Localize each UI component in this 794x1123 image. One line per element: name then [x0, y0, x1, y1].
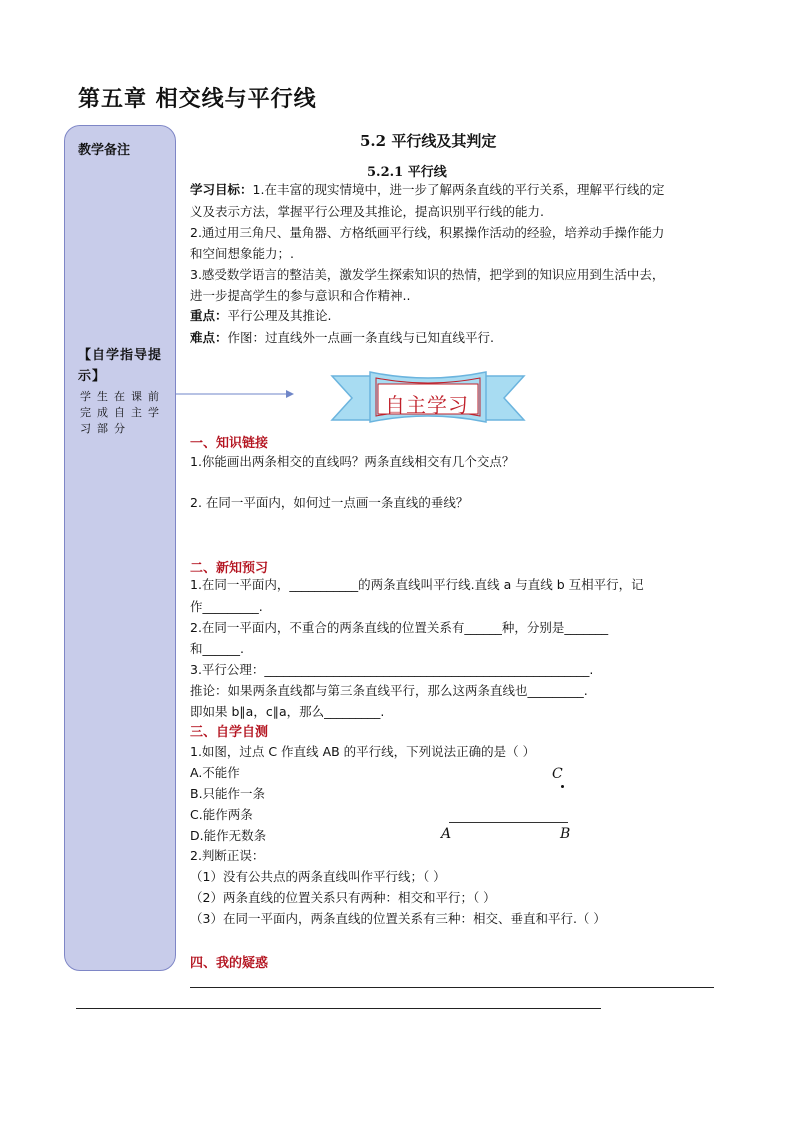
judge-2: （2）两条直线的位置关系只有两种：相交和平行；（ ） — [190, 890, 496, 905]
goals-line-5: 3.感受数学语言的整洁美，激发学生探索知识的热情，把学到的知识应用到生活中去， — [190, 267, 665, 282]
goals-text-1: 1.在丰富的现实情境中，进一步了解两条直线的平行关系，理解平行线的定 — [252, 182, 665, 197]
point-b-label: B — [560, 826, 571, 842]
self-study-hint-title: 【自学指导提示】 — [78, 348, 163, 384]
banner-text: 自主学习 — [385, 393, 469, 417]
teaching-notes-sidebar — [64, 125, 176, 971]
goals-label: 学习目标： — [190, 182, 253, 197]
chapter-title: 第五章 相交线与平行线 — [78, 86, 317, 112]
part2-line-1: 1.在同一平面内，___________的两条直线叫平行线.直线 a 与直线 b 互相平行，记 — [190, 577, 644, 592]
part2-line-2: 作_________. — [190, 599, 263, 614]
goals-line-3: 2.通过用三角尺、量角器、方格纸画平行线，积累操作活动的经验，培养动手操作能力 — [190, 225, 665, 240]
sidebar-heading: 教学备注 — [78, 143, 131, 158]
goals-line-4: 和空间想象能力；. — [190, 246, 294, 261]
part3-heading: 三、自学自测 — [190, 725, 269, 740]
point-c-dot — [561, 785, 564, 788]
difficulty-label: 难点： — [190, 330, 228, 345]
subsection-title: 5.2.1 平行线 — [367, 165, 447, 180]
part1-question-1: 1.你能画出两条相交的直线吗？两条直线相交有几个交点？ — [190, 454, 515, 469]
line-ab — [449, 822, 568, 823]
option-b: B.只能作一条 — [190, 786, 266, 801]
option-d: D.能作无数条 — [190, 828, 267, 843]
part3-question-2: 2.判断正误： — [190, 848, 265, 863]
arrow-connector — [176, 387, 296, 401]
section-title: 5.2 平行线及其判定 — [360, 132, 497, 150]
part2-line-7: 即如果 b∥a，c∥a，那么_________. — [190, 704, 385, 719]
key-point-text: 平行公理及其推论. — [227, 308, 332, 323]
goals-line-2: 义及表示方法，掌握平行公理及其推论，提高识别平行线的能力. — [190, 204, 544, 219]
part2-line-6: 推论：如果两条直线都与第三条直线平行，那么这两条直线也_________. — [190, 683, 588, 698]
answer-line-2 — [76, 1008, 601, 1009]
point-a-label: A — [441, 826, 452, 842]
point-c-label: C — [552, 766, 563, 782]
difficulty — [190, 328, 494, 348]
self-study-hint-body: 学生在课前完成自主学习部分 — [80, 390, 165, 435]
key-point — [190, 306, 332, 326]
part1-heading: 一、知识链接 — [190, 436, 269, 451]
answer-line-1 — [190, 987, 714, 988]
difficulty-text: 作图：过直线外一点画一条直线与已知直线平行. — [227, 330, 494, 345]
judge-1: （1）没有公共点的两条直线叫作平行线；（ ） — [190, 869, 446, 884]
option-c: C.能作两条 — [190, 807, 253, 822]
part2-line-3: 2.在同一平面内，不重合的两条直线的位置关系有______种，分别是_______ — [190, 620, 609, 635]
part1-question-2: 2. 在同一平面内，如何过一点画一条直线的垂线？ — [190, 495, 469, 510]
part4-heading: 四、我的疑惑 — [190, 956, 269, 971]
key-point-label: 重点： — [190, 308, 228, 323]
goals-line-6: 进一步提高学生的参与意识和合作精神.. — [190, 288, 411, 303]
option-a: A.不能作 — [190, 765, 240, 780]
part2-line-4: 和______. — [190, 641, 244, 656]
part2-line-5: 3.平行公理：____________________________________________________. — [190, 662, 594, 677]
goals-line-1 — [190, 180, 664, 200]
judge-3: （3）在同一平面内，两条直线的位置关系有三种：相交、垂直和平行.（ ） — [190, 911, 606, 926]
part2-heading: 二、新知预习 — [190, 561, 269, 576]
part3-question-1: 1.如图，过点 C 作直线 AB 的平行线，下列说法正确的是（ ） — [190, 744, 536, 759]
